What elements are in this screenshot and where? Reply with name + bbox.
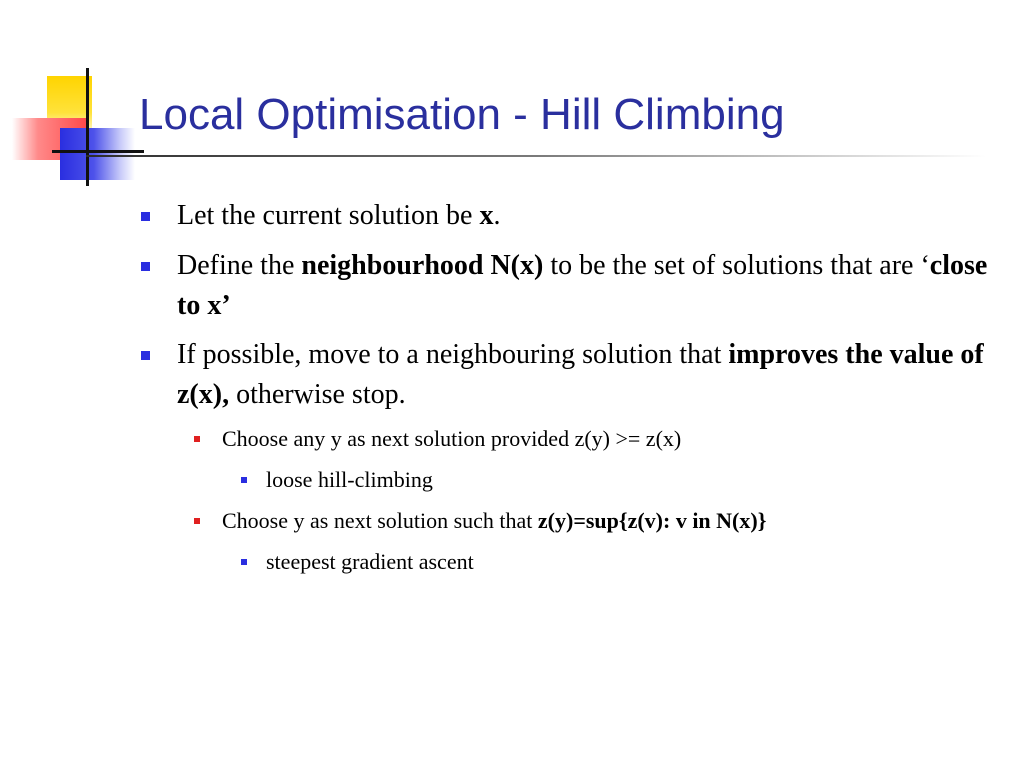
sub-bullet-choose-sup: Choose y as next solution such that z(y)=sup{z(v): v in N(x)} xyxy=(222,506,982,536)
square-bullet-icon xyxy=(241,477,247,483)
bullet-neighbourhood: Define the neighbourhood N(x) to be the set of solutions that are ‘close to x’ xyxy=(177,246,992,326)
square-bullet-icon xyxy=(241,559,247,565)
square-bullet-icon xyxy=(194,436,200,442)
sub-bullet-choose-any: Choose any y as next solution provided z(y) >= z(x) xyxy=(222,424,982,454)
bullet-move-neighbour: If possible, move to a neighbouring solution that improves the value of z(x), otherwise stop. xyxy=(177,335,992,415)
blue-square-decoration xyxy=(60,128,135,180)
vertical-line-decoration xyxy=(86,68,89,186)
square-bullet-icon xyxy=(141,212,150,221)
square-bullet-icon xyxy=(141,262,150,271)
square-bullet-icon xyxy=(141,351,150,360)
bullet-current-solution: Let the current solution be x. xyxy=(177,196,992,236)
title-underline xyxy=(86,155,986,157)
square-bullet-icon xyxy=(194,518,200,524)
sub-sub-bullet-steepest: steepest gradient ascent xyxy=(266,547,966,577)
slide-title: Local Optimisation - Hill Climbing xyxy=(139,90,785,139)
horizontal-line-decoration xyxy=(52,150,144,153)
sub-sub-bullet-loose: loose hill-climbing xyxy=(266,465,966,495)
